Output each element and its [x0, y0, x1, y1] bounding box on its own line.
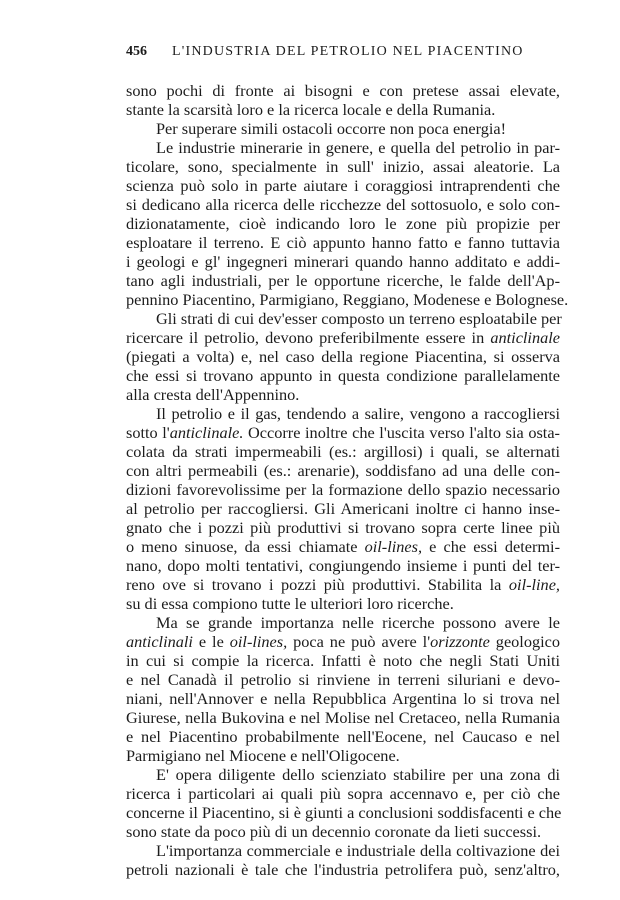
text-segment: geologico [489, 632, 561, 651]
text-line [126, 518, 560, 537]
text-line [126, 708, 560, 727]
page-body-text [126, 81, 569, 879]
text-line [126, 613, 560, 632]
text-segment: o meno sinuose, da essi chiamate [126, 537, 365, 556]
text-segment: ricercare il petrolio, devono preferibilmente essere in [126, 328, 491, 347]
text-segment: con altri permeabili (es.: arenarie), soddisfano ad una delle con- [126, 461, 560, 480]
text-segment: al petrolio per raccogliersi. Gli Americani inoltre ci hanno inse- [126, 499, 560, 518]
italic-text-segment: anticlinale [490, 328, 560, 347]
text-segment: stante la scarsità loro e la ricerca locale e della Rumania. [126, 100, 496, 119]
text-line [126, 157, 560, 176]
text-line [126, 860, 560, 879]
text-segment: Per superare simili ostacoli occorre non poca energia! [156, 119, 507, 138]
italic-text-segment: oil-line, [508, 575, 560, 594]
text-segment: in cui si compie la ricerca. Infatti è noto che negli Stati Uniti [126, 651, 560, 670]
italic-text-segment: oil-lines, [364, 537, 423, 556]
text-segment: E' opera diligente dello scienziato stabilire per una zona di [156, 765, 560, 784]
text-line [126, 290, 569, 309]
text-line [126, 765, 560, 784]
text-line [126, 594, 560, 613]
text-segment: e le [192, 632, 230, 651]
text-segment: petroli nazionali è tale che l'industria petrolifera può, senz'altro, [126, 860, 560, 879]
text-segment: tano agli industriali, per le opportune ricerche, le falde dell'Ap- [126, 271, 560, 290]
text-line [126, 670, 560, 689]
text-line [126, 100, 560, 119]
text-line [126, 499, 560, 518]
text-segment: si dedicano alla ricerca delle ricchezze del sottosuolo, e solo con- [126, 195, 560, 214]
text-segment: Occorre inoltre che l'uscita verso l'alto sia osta- [243, 423, 560, 442]
text-segment: Ma se grande importanza nelle ricerche possono avere le [156, 613, 560, 632]
text-line [126, 556, 560, 575]
text-line [126, 309, 560, 328]
text-line [126, 138, 560, 157]
text-line [126, 119, 560, 138]
italic-text-segment: anticlinale. [169, 423, 244, 442]
text-segment: Giurese, nella Bukovina e nel Molise nel Cretaceo, nella Rumania [126, 708, 560, 727]
text-segment: alla cresta dell'Appennino. [126, 385, 300, 404]
text-line [126, 81, 560, 100]
page-number: 456 [126, 44, 147, 59]
text-line [126, 176, 560, 195]
italic-text-segment: orizzonte [430, 632, 490, 651]
text-segment: reno ove si trovano i pozzi più produttivi. Stabilita la [126, 575, 509, 594]
text-line [126, 461, 560, 480]
text-segment: gnato che i pozzi più produttivi si trovano sopra certe linee più [126, 518, 560, 537]
text-segment: pennino Piacentino, Parmigiano, Reggiano, Modenese e Bolognese. [126, 290, 569, 309]
text-segment: nano, dopo molti tentativi, congiungendo insieme i punti del ter- [126, 556, 560, 575]
text-segment: Gli strati di cui dev'esser composto un terreno esploatabile per [156, 309, 562, 328]
text-line [126, 366, 560, 385]
text-segment: colata da strati impermeabili (es.: argillosi) i quali, se alternati [126, 442, 560, 461]
text-segment: (piegati a volta) e, nel caso della regione Piacentina, si osserva [126, 347, 560, 366]
text-segment: Il petrolio e il gas, tendendo a salire, vengono a raccogliersi [156, 404, 560, 423]
text-segment: sotto l' [126, 423, 170, 442]
text-segment: e nel Piacentino probabilmente nell'Eocene, nel Caucaso e nel [126, 727, 560, 746]
text-segment: poca ne può avere l' [287, 632, 431, 651]
text-line [126, 404, 560, 423]
text-segment: e che essi determi- [422, 537, 560, 556]
italic-text-segment: anticlinali [126, 632, 193, 651]
text-line [126, 252, 560, 271]
text-line [126, 632, 560, 651]
text-line [126, 214, 560, 233]
text-segment: su di essa compiono tutte le ulteriori loro ricerche. [126, 594, 454, 613]
running-header [126, 44, 560, 64]
text-line [126, 385, 560, 404]
text-line [126, 537, 560, 556]
text-line [126, 423, 560, 442]
text-segment: Parmigiano nel Miocene e nell'Oligocene. [126, 746, 400, 765]
italic-text-segment: oil-lines, [229, 632, 288, 651]
text-line [126, 841, 560, 860]
text-segment: sono state da poco più di un decennio coronate da lieti successi. [126, 822, 542, 841]
text-segment: dizionatamente, cioè indicando loro le zone più propizie per [126, 214, 560, 233]
running-title: L'INDUSTRIA DEL PETROLIO NEL PIACENTINO [172, 44, 524, 59]
text-line [126, 575, 560, 594]
text-segment: e nel Canadà il petrolio si rinviene in terreni siluriani e devo- [126, 670, 560, 689]
text-segment: esploatare il terreno. E ciò appunto hanno fatto e fanno tuttavia [126, 233, 560, 252]
text-line [126, 195, 560, 214]
text-line [126, 442, 560, 461]
text-segment: concerne il Piacentino, si è giunti a conclusioni soddisfacenti e che [126, 803, 562, 822]
text-line [126, 480, 560, 499]
text-line [126, 803, 560, 822]
text-line [126, 347, 560, 366]
text-line [126, 651, 560, 670]
text-segment: che essi si trovano appunto in questa condizione parallelamente [126, 366, 560, 385]
text-segment: i geologi e gl' ingegneri minerari quando hanno additato e addi- [126, 252, 560, 271]
text-segment: scienza può solo in parte aiutare i coraggiosi intraprendenti che [126, 176, 560, 195]
text-line [126, 328, 560, 347]
text-line [126, 727, 560, 746]
text-segment: dizioni favorevolissime per la formazione dello spazio necessario [126, 480, 560, 499]
text-segment: ricerca i particolari ai quali più sopra accennavo e, per ciò che [126, 784, 560, 803]
text-segment: niani, nell'Annover e nella Repubblica Argentina lo si trova nel [126, 689, 560, 708]
text-line [126, 271, 560, 290]
text-line [126, 233, 560, 252]
text-line [126, 822, 560, 841]
text-line [126, 746, 560, 765]
text-segment: sono pochi di fronte ai bisogni e con pretese assai elevate, [126, 81, 560, 100]
text-segment: Le industrie minerarie in genere, e quella del petrolio in par- [156, 138, 560, 157]
text-line [126, 689, 560, 708]
text-line [126, 784, 560, 803]
text-segment: ticolare, sono, specialmente in sull' inizio, assai aleatorie. La [126, 157, 560, 176]
text-segment: L'importanza commerciale e industriale della coltivazione dei [156, 841, 560, 860]
